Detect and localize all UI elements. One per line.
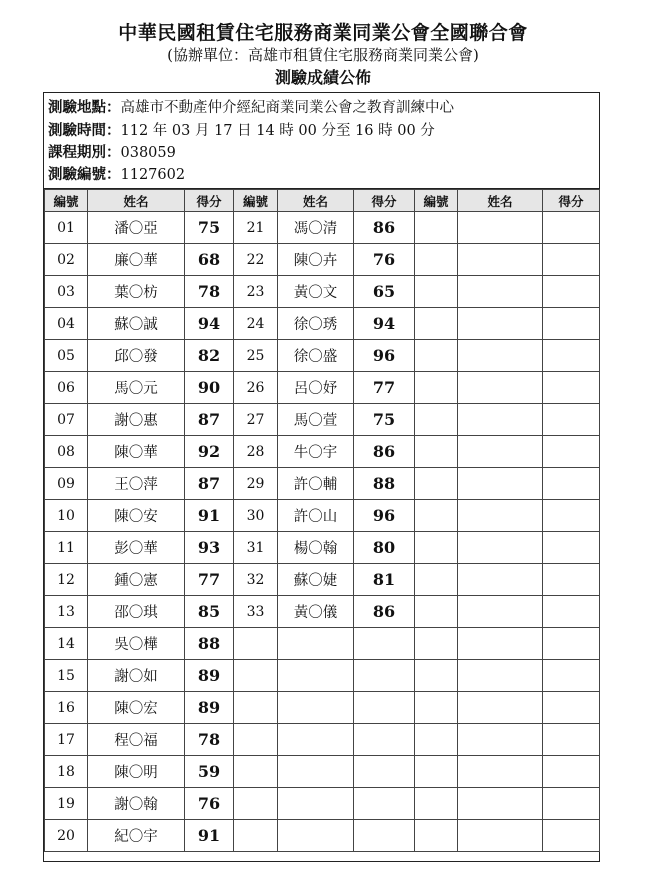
table-row bbox=[45, 468, 600, 500]
student-name-cell bbox=[278, 756, 354, 788]
student-number-cell: 05 bbox=[45, 340, 88, 372]
student-number-cell: 33 bbox=[234, 596, 278, 628]
student-name-cell: 邵〇琪 bbox=[88, 596, 185, 628]
student-number-cell: 25 bbox=[234, 340, 278, 372]
co-organizer-line: (協辦單位：高雄市租賃住宅服務商業同業公會) bbox=[167, 46, 479, 64]
student-score-cell: 96 bbox=[354, 340, 415, 372]
exam-time-value: 112 年 03 月 17 日 14 時 00 分至 16 時 00 分 bbox=[120, 123, 435, 139]
student-name-cell bbox=[458, 340, 543, 372]
student-number-cell: 29 bbox=[234, 468, 278, 500]
student-score-cell: 77 bbox=[354, 372, 415, 404]
student-number-cell: 08 bbox=[45, 436, 88, 468]
student-number-cell bbox=[415, 500, 458, 532]
student-score-cell bbox=[354, 724, 415, 756]
student-number-cell: 31 bbox=[234, 532, 278, 564]
student-name-cell: 陳〇華 bbox=[88, 436, 185, 468]
table-row bbox=[45, 628, 600, 660]
student-name-cell: 謝〇如 bbox=[88, 660, 185, 692]
column-header: 編號 bbox=[45, 190, 88, 212]
student-name-cell bbox=[458, 788, 543, 820]
student-score-cell: 85 bbox=[185, 596, 234, 628]
student-name-cell: 許〇山 bbox=[278, 500, 354, 532]
student-number-cell bbox=[234, 756, 278, 788]
student-score-cell bbox=[543, 308, 600, 340]
student-name-cell: 葉〇枋 bbox=[88, 276, 185, 308]
student-score-cell: 87 bbox=[185, 468, 234, 500]
student-name-cell bbox=[458, 628, 543, 660]
student-number-cell: 07 bbox=[45, 404, 88, 436]
student-number-cell: 23 bbox=[234, 276, 278, 308]
student-name-cell: 鍾〇憲 bbox=[88, 564, 185, 596]
table-row bbox=[45, 404, 600, 436]
student-score-cell bbox=[543, 468, 600, 500]
student-number-cell: 32 bbox=[234, 564, 278, 596]
student-number-cell bbox=[415, 564, 458, 596]
student-name-cell: 馮〇清 bbox=[278, 212, 354, 244]
student-number-cell bbox=[234, 724, 278, 756]
student-number-cell bbox=[415, 724, 458, 756]
student-name-cell: 黃〇文 bbox=[278, 276, 354, 308]
student-name-cell: 徐〇琇 bbox=[278, 308, 354, 340]
student-number-cell bbox=[415, 596, 458, 628]
student-number-cell: 11 bbox=[45, 532, 88, 564]
student-score-cell bbox=[543, 276, 600, 308]
student-number-cell bbox=[415, 340, 458, 372]
table-header-row bbox=[45, 190, 600, 212]
document-title: 中華民國租賃住宅服務商業同業公會全國聯合會 bbox=[118, 22, 528, 44]
student-name-cell: 牛〇宇 bbox=[278, 436, 354, 468]
student-name-cell: 廉〇華 bbox=[88, 244, 185, 276]
student-number-cell: 24 bbox=[234, 308, 278, 340]
student-name-cell: 陳〇卉 bbox=[278, 244, 354, 276]
student-score-cell: 86 bbox=[354, 596, 415, 628]
table-row bbox=[45, 436, 600, 468]
student-number-cell bbox=[234, 820, 278, 852]
student-number-cell bbox=[415, 692, 458, 724]
student-number-cell bbox=[415, 660, 458, 692]
student-score-cell: 86 bbox=[354, 436, 415, 468]
table-row bbox=[45, 340, 600, 372]
student-name-cell bbox=[458, 532, 543, 564]
exam-info-block bbox=[44, 93, 599, 189]
table-row bbox=[45, 820, 600, 852]
student-score-cell: 59 bbox=[185, 756, 234, 788]
column-header: 姓名 bbox=[88, 190, 185, 212]
exam-location-line bbox=[48, 99, 454, 117]
student-name-cell bbox=[278, 660, 354, 692]
student-score-cell bbox=[543, 596, 600, 628]
student-number-cell: 15 bbox=[45, 660, 88, 692]
student-score-cell: 90 bbox=[185, 372, 234, 404]
student-number-cell: 16 bbox=[45, 692, 88, 724]
student-number-cell: 22 bbox=[234, 244, 278, 276]
student-name-cell: 潘〇亞 bbox=[88, 212, 185, 244]
column-header: 得分 bbox=[543, 190, 600, 212]
exam-location-value: 高雄市不動產仲介經紀商業同業公會之教育訓練中心 bbox=[120, 100, 454, 116]
student-score-cell: 89 bbox=[185, 660, 234, 692]
student-score-cell: 93 bbox=[185, 532, 234, 564]
table-row bbox=[45, 244, 600, 276]
student-score-cell bbox=[354, 692, 415, 724]
student-number-cell: 06 bbox=[45, 372, 88, 404]
course-period-line bbox=[48, 144, 176, 162]
exam-number-value: 1127602 bbox=[120, 167, 186, 183]
student-number-cell bbox=[234, 628, 278, 660]
student-name-cell bbox=[458, 660, 543, 692]
student-name-cell: 彭〇華 bbox=[88, 532, 185, 564]
student-score-cell bbox=[543, 628, 600, 660]
column-header: 得分 bbox=[354, 190, 415, 212]
student-number-cell bbox=[415, 212, 458, 244]
student-number-cell: 10 bbox=[45, 500, 88, 532]
student-score-cell: 94 bbox=[185, 308, 234, 340]
student-number-cell bbox=[234, 692, 278, 724]
student-number-cell bbox=[415, 436, 458, 468]
student-name-cell bbox=[458, 564, 543, 596]
student-name-cell bbox=[278, 820, 354, 852]
student-score-cell: 76 bbox=[354, 244, 415, 276]
student-score-cell: 77 bbox=[185, 564, 234, 596]
student-number-cell: 09 bbox=[45, 468, 88, 500]
student-number-cell bbox=[415, 532, 458, 564]
student-score-cell: 89 bbox=[185, 692, 234, 724]
student-number-cell: 02 bbox=[45, 244, 88, 276]
student-score-cell: 75 bbox=[354, 404, 415, 436]
table-row bbox=[45, 788, 600, 820]
exam-number-line bbox=[48, 166, 185, 184]
student-score-cell: 65 bbox=[354, 276, 415, 308]
exam-number-label: 測驗編號： bbox=[48, 166, 121, 183]
student-name-cell bbox=[458, 756, 543, 788]
student-number-cell: 03 bbox=[45, 276, 88, 308]
student-score-cell: 91 bbox=[185, 500, 234, 532]
student-number-cell bbox=[415, 756, 458, 788]
student-number-cell bbox=[415, 404, 458, 436]
student-number-cell: 26 bbox=[234, 372, 278, 404]
student-name-cell: 王〇萍 bbox=[88, 468, 185, 500]
student-name-cell bbox=[458, 276, 543, 308]
student-score-cell bbox=[354, 660, 415, 692]
student-score-cell bbox=[543, 788, 600, 820]
student-score-cell: 78 bbox=[185, 724, 234, 756]
table-row bbox=[45, 596, 600, 628]
student-name-cell: 陳〇明 bbox=[88, 756, 185, 788]
student-name-cell bbox=[458, 692, 543, 724]
student-name-cell: 蘇〇誠 bbox=[88, 308, 185, 340]
student-name-cell: 陳〇宏 bbox=[88, 692, 185, 724]
student-name-cell: 紀〇宇 bbox=[88, 820, 185, 852]
student-score-cell bbox=[543, 404, 600, 436]
student-number-cell: 01 bbox=[45, 212, 88, 244]
student-name-cell bbox=[458, 308, 543, 340]
table-row bbox=[45, 660, 600, 692]
student-number-cell bbox=[415, 308, 458, 340]
scores-table bbox=[44, 189, 600, 852]
student-number-cell: 13 bbox=[45, 596, 88, 628]
student-number-cell: 27 bbox=[234, 404, 278, 436]
student-name-cell bbox=[458, 820, 543, 852]
results-form bbox=[43, 92, 600, 862]
student-number-cell: 21 bbox=[234, 212, 278, 244]
student-score-cell: 80 bbox=[354, 532, 415, 564]
student-name-cell: 楊〇翰 bbox=[278, 532, 354, 564]
student-number-cell bbox=[415, 372, 458, 404]
student-name-cell bbox=[458, 436, 543, 468]
student-score-cell: 91 bbox=[185, 820, 234, 852]
student-name-cell bbox=[278, 692, 354, 724]
student-number-cell: 20 bbox=[45, 820, 88, 852]
student-score-cell: 94 bbox=[354, 308, 415, 340]
student-score-cell bbox=[543, 692, 600, 724]
column-header: 得分 bbox=[185, 190, 234, 212]
exam-time-label: 測驗時間： bbox=[48, 122, 121, 139]
table-row bbox=[45, 500, 600, 532]
table-row bbox=[45, 724, 600, 756]
table-row bbox=[45, 276, 600, 308]
exam-time-line bbox=[48, 122, 435, 140]
student-score-cell: 86 bbox=[354, 212, 415, 244]
student-score-cell bbox=[543, 436, 600, 468]
announcement-heading: 測驗成績公佈 bbox=[274, 68, 371, 87]
student-name-cell: 馬〇萱 bbox=[278, 404, 354, 436]
student-name-cell bbox=[458, 500, 543, 532]
student-score-cell: 88 bbox=[354, 468, 415, 500]
student-name-cell: 陳〇安 bbox=[88, 500, 185, 532]
student-name-cell bbox=[278, 724, 354, 756]
student-name-cell bbox=[278, 628, 354, 660]
student-name-cell: 馬〇元 bbox=[88, 372, 185, 404]
student-name-cell bbox=[458, 212, 543, 244]
student-number-cell: 18 bbox=[45, 756, 88, 788]
student-score-cell: 82 bbox=[185, 340, 234, 372]
student-score-cell bbox=[543, 212, 600, 244]
student-score-cell bbox=[543, 756, 600, 788]
student-name-cell bbox=[458, 596, 543, 628]
table-row bbox=[45, 372, 600, 404]
student-number-cell bbox=[234, 660, 278, 692]
student-score-cell: 92 bbox=[185, 436, 234, 468]
student-name-cell: 程〇福 bbox=[88, 724, 185, 756]
student-score-cell bbox=[543, 564, 600, 596]
student-number-cell: 30 bbox=[234, 500, 278, 532]
student-score-cell: 96 bbox=[354, 500, 415, 532]
student-name-cell bbox=[278, 788, 354, 820]
student-name-cell: 謝〇翰 bbox=[88, 788, 185, 820]
table-row bbox=[45, 756, 600, 788]
column-header: 編號 bbox=[234, 190, 278, 212]
student-score-cell bbox=[543, 340, 600, 372]
student-score-cell bbox=[354, 820, 415, 852]
student-number-cell: 14 bbox=[45, 628, 88, 660]
student-score-cell bbox=[543, 724, 600, 756]
column-header: 編號 bbox=[415, 190, 458, 212]
student-score-cell: 68 bbox=[185, 244, 234, 276]
student-number-cell bbox=[415, 276, 458, 308]
student-name-cell bbox=[458, 724, 543, 756]
table-row bbox=[45, 532, 600, 564]
student-number-cell: 17 bbox=[45, 724, 88, 756]
student-score-cell: 76 bbox=[185, 788, 234, 820]
student-number-cell bbox=[415, 628, 458, 660]
student-name-cell: 呂〇妤 bbox=[278, 372, 354, 404]
student-score-cell: 87 bbox=[185, 404, 234, 436]
student-score-cell: 88 bbox=[185, 628, 234, 660]
student-score-cell bbox=[354, 628, 415, 660]
student-number-cell bbox=[415, 244, 458, 276]
student-score-cell bbox=[543, 820, 600, 852]
student-score-cell bbox=[543, 372, 600, 404]
table-row bbox=[45, 308, 600, 340]
exam-location-label: 測驗地點： bbox=[48, 99, 121, 116]
student-score-cell bbox=[354, 756, 415, 788]
student-score-cell bbox=[543, 500, 600, 532]
student-name-cell: 蘇〇婕 bbox=[278, 564, 354, 596]
student-name-cell bbox=[458, 468, 543, 500]
student-number-cell bbox=[415, 468, 458, 500]
student-name-cell: 徐〇盛 bbox=[278, 340, 354, 372]
column-header: 姓名 bbox=[278, 190, 354, 212]
student-score-cell bbox=[543, 244, 600, 276]
table-row bbox=[45, 564, 600, 596]
student-name-cell: 邱〇發 bbox=[88, 340, 185, 372]
student-name-cell: 許〇輔 bbox=[278, 468, 354, 500]
student-number-cell bbox=[415, 820, 458, 852]
column-header: 姓名 bbox=[458, 190, 543, 212]
student-name-cell: 黃〇儀 bbox=[278, 596, 354, 628]
student-score-cell: 75 bbox=[185, 212, 234, 244]
student-name-cell: 謝〇惠 bbox=[88, 404, 185, 436]
student-number-cell bbox=[234, 788, 278, 820]
student-number-cell: 19 bbox=[45, 788, 88, 820]
student-name-cell bbox=[458, 372, 543, 404]
student-score-cell: 81 bbox=[354, 564, 415, 596]
course-period-label: 課程期別： bbox=[48, 144, 121, 161]
table-row bbox=[45, 692, 600, 724]
student-score-cell bbox=[543, 532, 600, 564]
student-number-cell bbox=[415, 788, 458, 820]
student-name-cell: 吳〇樺 bbox=[88, 628, 185, 660]
student-name-cell bbox=[458, 244, 543, 276]
student-number-cell: 28 bbox=[234, 436, 278, 468]
student-number-cell: 04 bbox=[45, 308, 88, 340]
course-period-value: 038059 bbox=[120, 145, 176, 161]
student-score-cell bbox=[354, 788, 415, 820]
table-row bbox=[45, 212, 600, 244]
student-name-cell bbox=[458, 404, 543, 436]
student-score-cell: 78 bbox=[185, 276, 234, 308]
student-score-cell bbox=[543, 660, 600, 692]
student-number-cell: 12 bbox=[45, 564, 88, 596]
